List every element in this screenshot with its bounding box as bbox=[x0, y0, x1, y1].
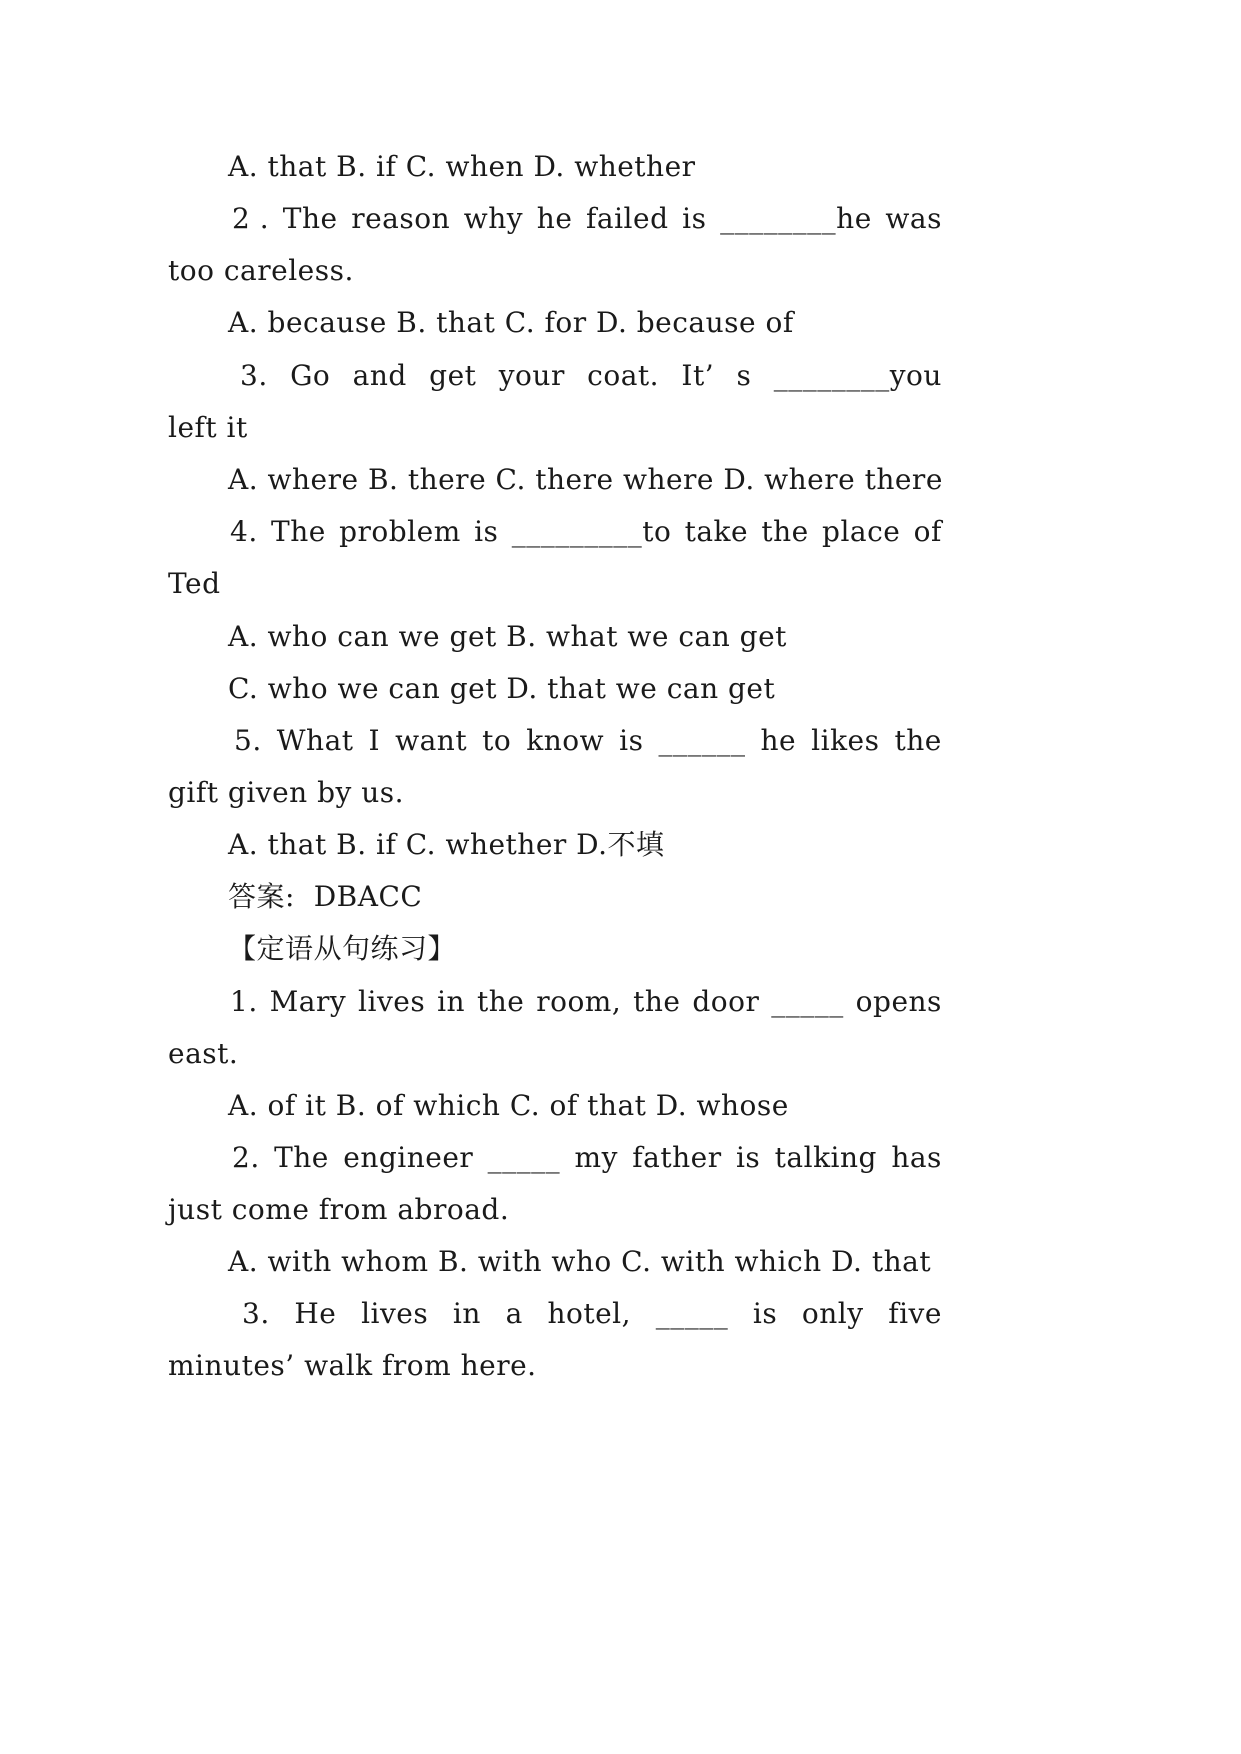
stem-word: engineer bbox=[343, 1141, 474, 1174]
stem-word: the bbox=[633, 985, 681, 1018]
stem-word: _____ bbox=[655, 1297, 729, 1330]
stem-word: problem bbox=[339, 515, 461, 548]
stem-word: lives bbox=[361, 1297, 429, 1330]
stem-word: 3. bbox=[240, 359, 268, 392]
stem-word: 5. bbox=[234, 724, 262, 757]
stem-word: ______ bbox=[658, 724, 746, 757]
stem-word: The bbox=[282, 202, 338, 235]
aq2-stem bbox=[232, 1140, 942, 1176]
stem-word: The bbox=[274, 1141, 329, 1174]
stem-word: He bbox=[294, 1297, 337, 1330]
stem-word: is bbox=[735, 1141, 761, 1174]
stem-word: is bbox=[474, 515, 499, 548]
stem-word: talking bbox=[774, 1141, 877, 1174]
q2-stem-continued: too careless. bbox=[168, 254, 354, 287]
stem-word: father bbox=[632, 1141, 722, 1174]
stem-word: _____ bbox=[771, 985, 844, 1018]
stem-word: 4. bbox=[230, 515, 258, 548]
stem-word: five bbox=[888, 1297, 942, 1330]
stem-word: Go bbox=[290, 359, 331, 392]
stem-word: has bbox=[891, 1141, 942, 1174]
stem-word: ________you bbox=[773, 359, 942, 392]
stem-word: is bbox=[682, 202, 707, 235]
stem-word: coat. bbox=[587, 359, 660, 392]
stem-word: failed bbox=[586, 202, 669, 235]
q5-options: A. that B. if C. whether D.不填 bbox=[228, 828, 665, 861]
stem-word: a bbox=[505, 1297, 523, 1330]
stem-word: The bbox=[271, 515, 326, 548]
stem-word: in bbox=[452, 1297, 481, 1330]
q2-options: A. because B. that C. for D. because of bbox=[228, 306, 794, 339]
stem-word: s bbox=[736, 359, 752, 392]
stem-word: opens bbox=[855, 985, 942, 1018]
stem-word: _____ bbox=[487, 1141, 561, 1174]
stem-word: What bbox=[276, 724, 354, 757]
q2-stem bbox=[232, 201, 942, 237]
stem-word: in bbox=[437, 985, 466, 1018]
aq2-stem-continued: just come from abroad. bbox=[168, 1193, 510, 1226]
stem-word: your bbox=[498, 359, 565, 392]
stem-word: of bbox=[913, 515, 942, 548]
stem-word: 3. bbox=[242, 1297, 270, 1330]
aq1-stem bbox=[230, 984, 942, 1020]
stem-word: Mary bbox=[269, 985, 347, 1018]
stem-word: is bbox=[619, 724, 644, 757]
stem-word: room, bbox=[536, 985, 622, 1018]
aq2-options: A. with whom B. with who C. with which D. that bbox=[228, 1245, 932, 1278]
stem-word: place bbox=[822, 515, 901, 548]
stem-word: hotel, bbox=[547, 1297, 632, 1330]
stem-word: 1. bbox=[230, 985, 258, 1018]
q3-stem bbox=[240, 358, 942, 394]
stem-word: he bbox=[536, 202, 573, 235]
stem-word: I bbox=[368, 724, 381, 757]
stem-word: only bbox=[801, 1297, 864, 1330]
stem-word: ________he bbox=[720, 202, 872, 235]
q4-options-2: C. who we can get D. that we can get bbox=[228, 672, 776, 705]
q1-options: A. that B. if C. when D. whether bbox=[228, 150, 696, 183]
stem-word: take bbox=[684, 515, 749, 548]
stem-word: to bbox=[482, 724, 512, 757]
q5-stem bbox=[234, 723, 942, 759]
stem-word: my bbox=[574, 1141, 618, 1174]
stem-word: and bbox=[352, 359, 407, 392]
stem-word: _________to bbox=[511, 515, 672, 548]
stem-word: know bbox=[526, 724, 605, 757]
q4-stem-continued: Ted bbox=[168, 567, 221, 600]
stem-word: he bbox=[760, 724, 797, 757]
stem-word: why bbox=[463, 202, 524, 235]
stem-word: It’ bbox=[681, 359, 715, 392]
section-heading: 【定语从句练习】 bbox=[228, 932, 457, 965]
stem-word: lives bbox=[358, 985, 426, 1018]
q5-stem-continued: gift given by us. bbox=[168, 776, 405, 809]
answer-key: 答案: DBACC bbox=[228, 880, 423, 913]
stem-word: was bbox=[885, 202, 942, 235]
aq3-stem bbox=[242, 1296, 942, 1332]
stem-word: reason bbox=[351, 202, 451, 235]
stem-word: the bbox=[476, 985, 525, 1018]
stem-word: likes bbox=[811, 724, 880, 757]
aq1-stem-continued: east. bbox=[168, 1037, 239, 1070]
q3-stem-continued: left it bbox=[168, 411, 248, 444]
q4-options-1: A. who can we get B. what we can get bbox=[228, 620, 787, 653]
stem-word: door bbox=[692, 985, 760, 1018]
stem-word: 2 . bbox=[232, 202, 270, 235]
stem-word: 2. bbox=[232, 1141, 260, 1174]
stem-word: get bbox=[429, 359, 477, 392]
stem-word: is bbox=[752, 1297, 778, 1330]
q3-options: A. where B. there C. there where D. where there bbox=[228, 463, 943, 496]
stem-word: the bbox=[894, 724, 942, 757]
aq1-options: A. of it B. of which C. of that D. whose bbox=[228, 1089, 789, 1122]
aq3-stem-continued: minutes’ walk from here. bbox=[168, 1349, 537, 1382]
stem-word: the bbox=[761, 515, 809, 548]
q4-stem bbox=[230, 514, 942, 550]
stem-word: want bbox=[395, 724, 468, 757]
